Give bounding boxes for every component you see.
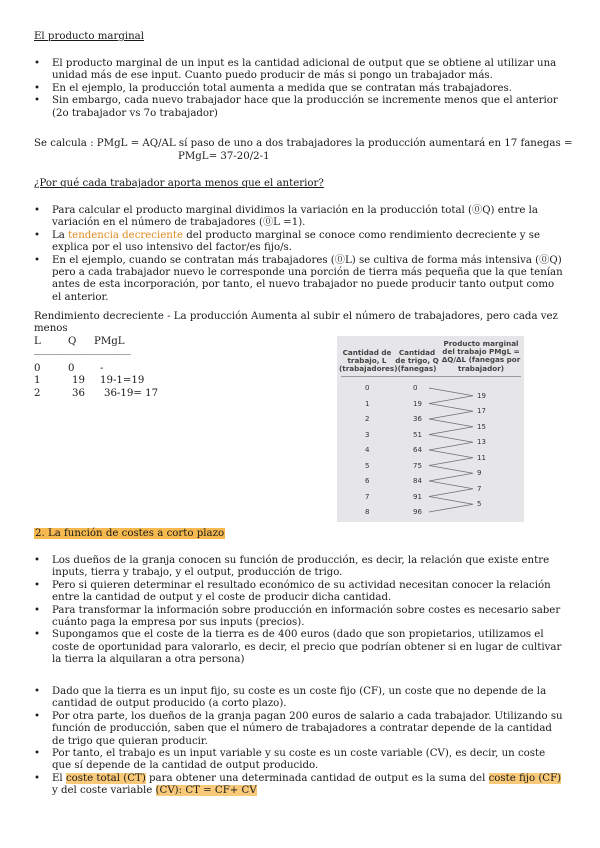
highlight-text: tendencia decreciente: [68, 229, 183, 241]
list-item: • En el ejemplo, cuando se contratan más trabajadores (⓪L) se cultiva de forma más intensiva (⓪Q) pero a cada trabajador nuevo le corresponde una porción de tierra más pequeña que la que tenían antes de esta incorporación, por tanto, el nuevo trabajador no puede producir tanto output como el anterior.: [34, 255, 564, 305]
diminishing-returns-summary: Rendimiento decreciente - La producción Aumenta al subir el número de trabajadores, pero cada vez menos: [34, 311, 558, 335]
section-title-short-run-costs: 2. La función de costes a corto plazo: [35, 528, 225, 539]
figure-marginal-value: 15: [477, 422, 486, 431]
figure-header-marginal: Producto marginal del trabajo PMgL = ΔQ/ΔL (fanegas por trabajador): [441, 339, 521, 373]
table-header: L: [34, 336, 41, 347]
figure-header-labor: Cantidad de trabajo, L (trabajadores): [339, 348, 398, 374]
list-item: • Sin embargo, cada nuevo trabajador hace que la producción se incremente menos que el anterior (2o trabajador vs 7o trabajador): [34, 95, 564, 120]
list-item: • Los dueños de la granja conocen su función de producción, es decir, la relación que existe entre inputs, tierra y trabajo, y el output, producción de trigo.: [34, 555, 564, 580]
figure-wheat-value: 84: [413, 477, 422, 485]
list-item: • Supongamos que el coste de la tierra es de 400 euros (dado que son propietarios, utilizamos el coste de oportunidad para valorarlo, es decir, el precio que podrían obtener si en lugar de cultivar la tierra la alquilaran a otra persona): [34, 629, 564, 666]
list-item: • Para transformar la información sobre producción en información sobre costes es necesario saber cuánto paga la empresa por sus inputs (precios).: [34, 605, 564, 630]
figure-labor-value: 8: [365, 508, 370, 516]
figure-header-wheat: Cantidad de trigo, Q (fanegas): [395, 348, 439, 374]
list-item: • Pero si quieren determinar el resultado económico de su actividad necesitan conocer la relación entre la cantidad de output y el coste de producir dicha cantidad.: [34, 580, 564, 605]
list-item: • En el ejemplo, la producción total aumenta a medida que se contratan más trabajadores.: [34, 83, 564, 95]
figure-labor-value: 5: [365, 461, 370, 470]
list-item: • Por otra parte, los dueños de la granja pagan 200 euros de salario a cada trabajador. Utilizando su función de producción, saben que el número de trabajadores a contratar depende de la cantidad de trigo que quieran producir.: [34, 711, 564, 748]
figure-labor-value: 2: [365, 415, 370, 423]
figure-labor-value: 3: [365, 430, 370, 439]
list-item: • Por tanto, el trabajo es un input variable y su coste es un coste variable (CV), es decir, un coste que sí depende de la cantidad de output producido.: [34, 748, 564, 773]
figure-labor-value: 6: [365, 477, 370, 485]
question-title: ¿Por qué cada trabajador aporta menos que el anterior?: [34, 178, 324, 189]
figure-labor-value: 7: [365, 492, 370, 501]
figure-wheat-value: 64: [413, 446, 422, 454]
figure-wheat-value: 19: [413, 399, 422, 408]
question-bullets: [34, 205, 564, 304]
production-figure: [337, 336, 524, 522]
calc-line: Se calcula : PMgL = AQ/AL sí paso de uno a dos trabajadores la producción aumentará en 17 fanegas =: [34, 138, 573, 149]
figure-marginal-value: 5: [477, 500, 482, 509]
list-item: • El coste total (CT) para obtener una determinada cantidad de output es la suma del coste fijo (CF) y del coste variable (CV): CT = CF+ CV: [34, 773, 564, 798]
figure-wheat-value: 75: [413, 461, 422, 470]
highlight-total-cost: coste total (CT): [65, 772, 146, 784]
list-item: • Dado que la tierra es un input fijo, su coste es un coste fijo (CF), un coste que no depende de la cantidad de output producido (a corto plazo).: [34, 686, 564, 711]
figure-marginal-value: 13: [477, 438, 486, 447]
marginal-product-bullets: [34, 58, 564, 120]
cost-bullets-b: [34, 686, 564, 798]
figure-marginal-value: 9: [477, 469, 482, 478]
list-item: • La tendencia decreciente del producto marginal se conoce como rendimiento decreciente y se explica por el uso intensivo del factor/es fijo/s.: [34, 230, 564, 255]
figure-wheat-value: 36: [413, 415, 422, 423]
list-item: • Para calcular el producto marginal dividimos la variación en la producción total (⓪Q) entre la variación en el número de trabajadores (⓪L =1).: [34, 205, 564, 230]
figure-marginal-value: 19: [477, 391, 486, 400]
figure-wheat-value: 51: [413, 430, 422, 439]
list-item: • El producto marginal de un input es la cantidad adicional de output que se obtiene al utilizar una unidad más de ese input. Cuanto puedo producir de más si pongo un trabajador más.: [34, 58, 564, 83]
table-header: PMgL: [94, 336, 125, 347]
marginal-zigzag-line: [429, 388, 473, 512]
figure-wheat-value: 96: [413, 508, 422, 516]
figure-labor-value: 4: [365, 446, 370, 454]
figure-marginal-value: 11: [477, 453, 486, 462]
highlight-fixed-cost: coste fijo (CF): [488, 772, 562, 784]
figure-marginal-value: 17: [477, 407, 486, 416]
mini-table: L Q PMgL ___________________ 0 0 - 1 19 19-1=19 2 36 36-19= 17: [34, 336, 159, 399]
calc-formula: PMgL= 37-20/2-1: [178, 151, 270, 162]
table-header: Q: [68, 336, 77, 347]
table-separator: ___________________: [34, 344, 131, 356]
cost-bullets-a: [34, 555, 564, 667]
figure-wheat-value: 0: [413, 384, 418, 392]
highlight-variable-cost: (CV): CT = CF+ CV: [155, 785, 257, 797]
figure-labor-value: 1: [365, 399, 370, 408]
section-title-marginal-product: El producto marginal: [34, 31, 144, 42]
figure-wheat-value: 91: [413, 492, 422, 501]
figure-labor-value: 0: [365, 384, 370, 392]
figure-marginal-value: 7: [477, 484, 482, 493]
